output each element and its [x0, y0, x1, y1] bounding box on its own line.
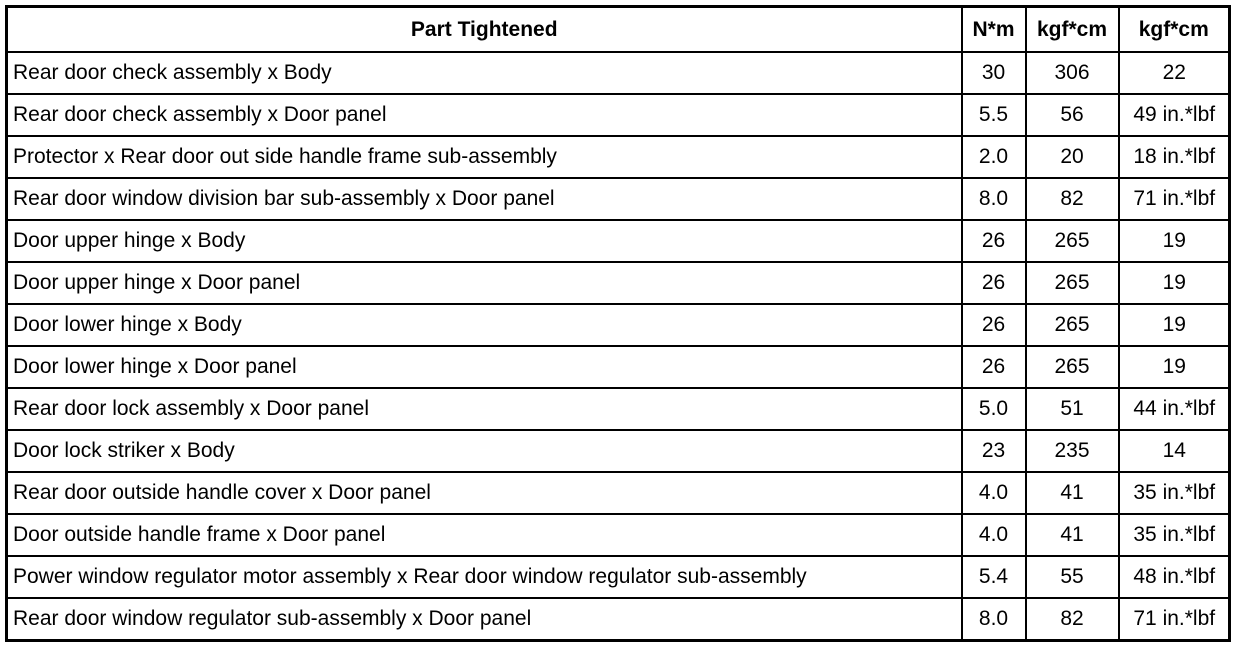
cell-nm: 30: [962, 52, 1026, 94]
table-row: [7, 178, 1230, 220]
cell-kgf: 51: [1026, 388, 1119, 430]
header-imperial: kgf*cm: [1119, 7, 1230, 53]
cell-nm: 26: [962, 304, 1026, 346]
table-header: [7, 7, 1230, 53]
cell-kgf: 20: [1026, 136, 1119, 178]
cell-part: Rear door window division bar sub-assembly x Door panel: [7, 178, 962, 220]
cell-kgf: 41: [1026, 472, 1119, 514]
table-row: [7, 52, 1230, 94]
cell-imperial: 22: [1119, 52, 1230, 94]
header-kgf-cm: kgf*cm: [1026, 7, 1119, 53]
cell-imperial: 19: [1119, 262, 1230, 304]
table-row: [7, 430, 1230, 472]
cell-kgf: 56: [1026, 94, 1119, 136]
cell-imperial: 19: [1119, 304, 1230, 346]
cell-part: Rear door check assembly x Body: [7, 52, 962, 94]
cell-imperial: 44 in.*lbf: [1119, 388, 1230, 430]
cell-nm: 8.0: [962, 598, 1026, 641]
cell-imperial: 48 in.*lbf: [1119, 556, 1230, 598]
cell-imperial: 18 in.*lbf: [1119, 136, 1230, 178]
cell-part: Rear door check assembly x Door panel: [7, 94, 962, 136]
cell-kgf: 265: [1026, 262, 1119, 304]
cell-kgf: 41: [1026, 514, 1119, 556]
table-row: [7, 304, 1230, 346]
cell-part: Door upper hinge x Body: [7, 220, 962, 262]
cell-imperial: 14: [1119, 430, 1230, 472]
cell-part: Door lock striker x Body: [7, 430, 962, 472]
cell-kgf: 265: [1026, 346, 1119, 388]
table-row: [7, 598, 1230, 641]
cell-imperial: 19: [1119, 346, 1230, 388]
table-row: [7, 388, 1230, 430]
table-body: [7, 52, 1230, 641]
cell-kgf: 55: [1026, 556, 1119, 598]
cell-kgf: 306: [1026, 52, 1119, 94]
cell-nm: 23: [962, 430, 1026, 472]
cell-nm: 26: [962, 262, 1026, 304]
table-row: [7, 556, 1230, 598]
torque-specification-table: [5, 5, 1231, 642]
cell-imperial: 35 in.*lbf: [1119, 514, 1230, 556]
cell-part: Door outside handle frame x Door panel: [7, 514, 962, 556]
table-row: [7, 220, 1230, 262]
table-row: [7, 94, 1230, 136]
cell-nm: 4.0: [962, 514, 1026, 556]
cell-imperial: 35 in.*lbf: [1119, 472, 1230, 514]
cell-part: Rear door outside handle cover x Door panel: [7, 472, 962, 514]
cell-kgf: 82: [1026, 178, 1119, 220]
cell-part: Door lower hinge x Door panel: [7, 346, 962, 388]
cell-kgf: 265: [1026, 304, 1119, 346]
cell-nm: 5.4: [962, 556, 1026, 598]
cell-kgf: 265: [1026, 220, 1119, 262]
cell-kgf: 235: [1026, 430, 1119, 472]
cell-part: Door lower hinge x Body: [7, 304, 962, 346]
header-part-tightened: Part Tightened: [7, 7, 962, 53]
cell-nm: 5.5: [962, 94, 1026, 136]
table-row: [7, 472, 1230, 514]
cell-nm: 2.0: [962, 136, 1026, 178]
header-nm: N*m: [962, 7, 1026, 53]
cell-nm: 26: [962, 220, 1026, 262]
cell-nm: 4.0: [962, 472, 1026, 514]
cell-imperial: 49 in.*lbf: [1119, 94, 1230, 136]
cell-part: Protector x Rear door out side handle frame sub-assembly: [7, 136, 962, 178]
table-row: [7, 136, 1230, 178]
cell-part: Rear door window regulator sub-assembly x Door panel: [7, 598, 962, 641]
cell-imperial: 71 in.*lbf: [1119, 598, 1230, 641]
table-row: [7, 346, 1230, 388]
cell-nm: 26: [962, 346, 1026, 388]
cell-part: Power window regulator motor assembly x Rear door window regulator sub-assembly: [7, 556, 962, 598]
cell-imperial: 71 in.*lbf: [1119, 178, 1230, 220]
header-row: [7, 7, 1230, 53]
table-row: [7, 514, 1230, 556]
cell-kgf: 82: [1026, 598, 1119, 641]
cell-part: Rear door lock assembly x Door panel: [7, 388, 962, 430]
cell-part: Door upper hinge x Door panel: [7, 262, 962, 304]
cell-imperial: 19: [1119, 220, 1230, 262]
cell-nm: 5.0: [962, 388, 1026, 430]
cell-nm: 8.0: [962, 178, 1026, 220]
table-row: [7, 262, 1230, 304]
